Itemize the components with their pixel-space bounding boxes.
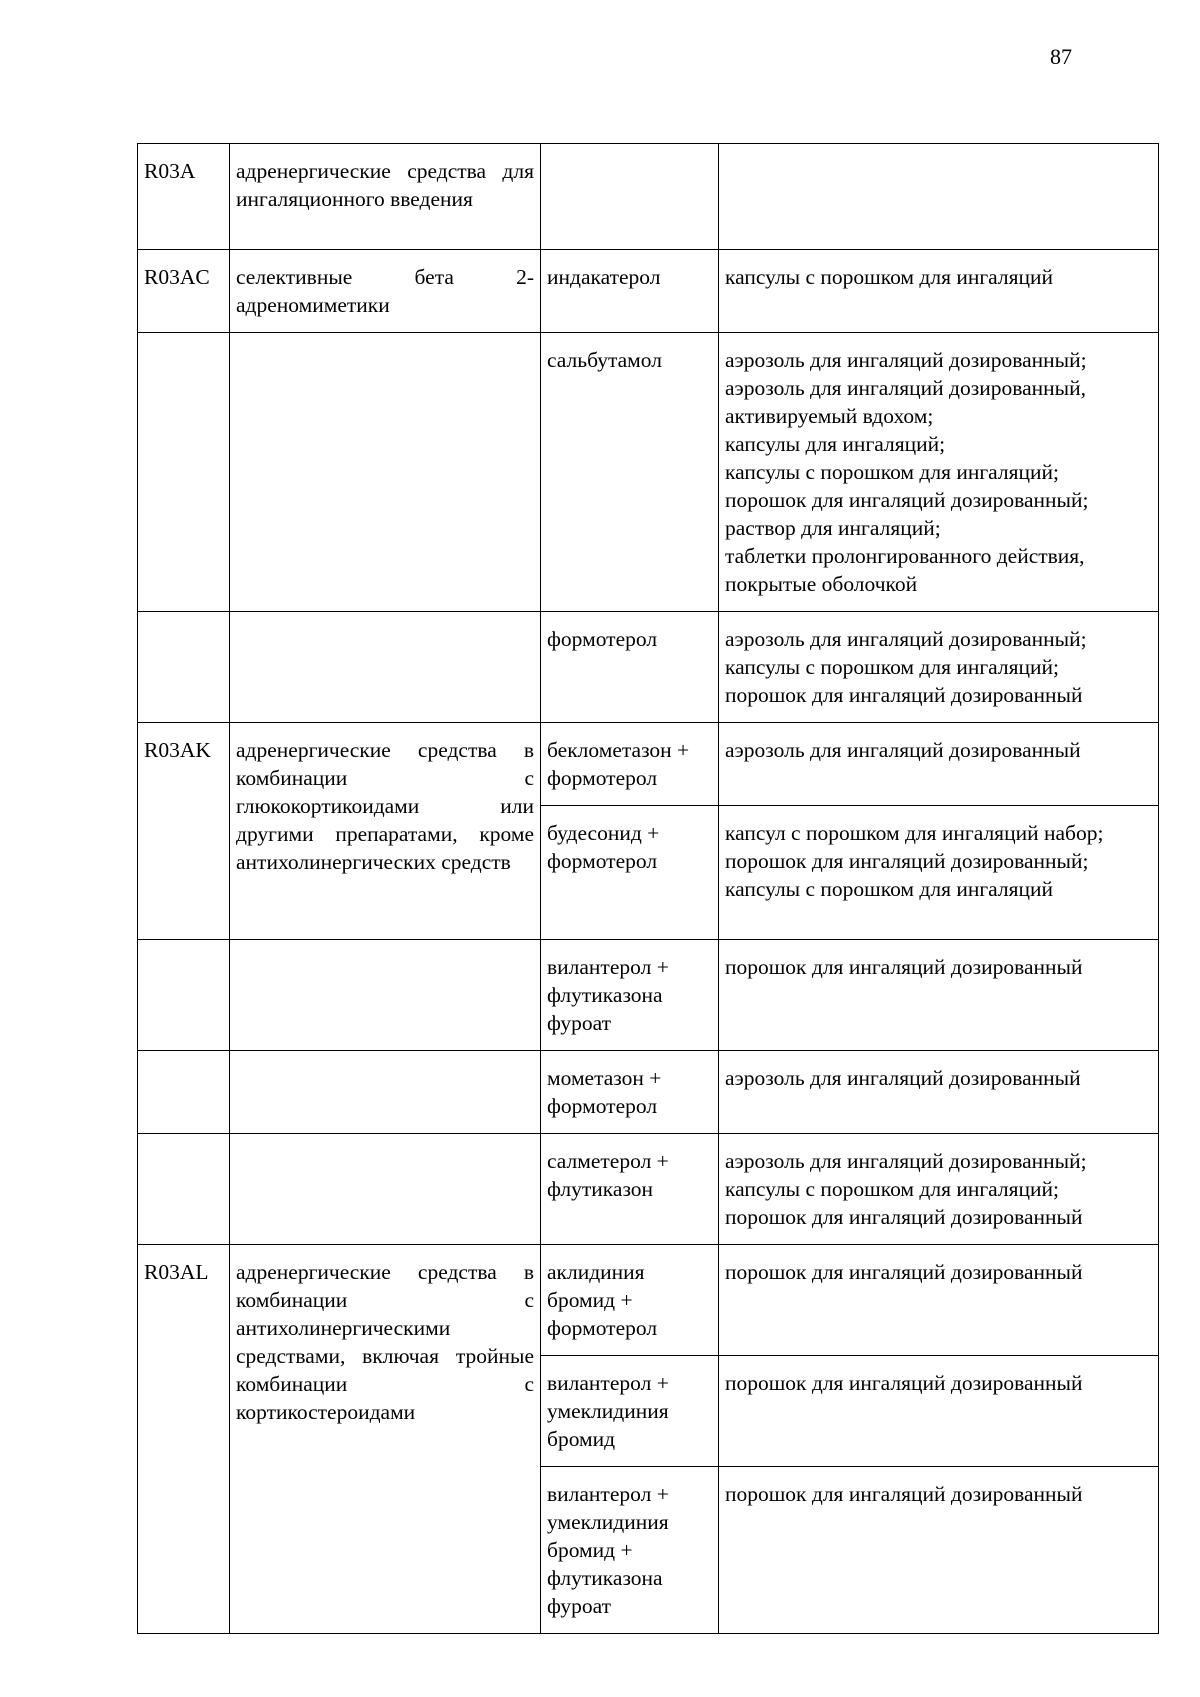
atc-code-cell: R03AK [138,723,230,940]
dosage-form-line: капсулы для ингаляций; [725,432,946,456]
group-name-cell: селективные бета 2-адреномиметики [230,250,541,333]
drug-name-cell [541,144,719,250]
dosage-form-cell [719,1051,1159,1134]
drug-name-cell: салметерол + флутиказон [541,1134,719,1245]
dosage-form-line: аэрозоль для ингаляций дозированный; [725,627,1087,651]
dosage-form-cell [719,940,1159,1051]
group-name-cell [230,1051,541,1134]
dosage-form-line: капсулы с порошком для ингаляций [725,265,1054,289]
table-row [138,250,1159,333]
dosage-form-line: порошок для ингаляций дозированный [725,1205,1083,1229]
dosage-form-cell [719,806,1159,940]
dosage-form-line: капсул с порошком для ингаляций набор; [725,821,1104,845]
dosage-form-cell [719,1134,1159,1245]
dosage-form-line: порошок для ингаляций дозированный [725,1260,1083,1284]
group-name-cell [230,940,541,1051]
dosage-form-cell [719,1245,1159,1356]
table-row [138,1051,1159,1134]
drug-name-cell: вилантерол + умеклидиния бромид + флутиказона фуроат [541,1467,719,1634]
dosage-form-line: капсулы с порошком для ингаляций; [725,655,1060,679]
dosage-form-cell [719,1356,1159,1467]
table-row [138,612,1159,723]
table-row [138,723,1159,806]
dosage-form-line: аэрозоль для ингаляций дозированный, активируемый вдохом; [725,376,1086,428]
group-name-cell: адренергические средства в комбинации с антихолинергическими средствами, включая тройные комбинации с кортикостероидами [230,1245,541,1634]
group-name-cell [230,612,541,723]
dosage-form-cell [719,333,1159,612]
dosage-form-line: капсулы с порошком для ингаляций; [725,460,1060,484]
atc-code-cell: R03AC [138,250,230,333]
group-name-cell [230,333,541,612]
page-number: 87 [1050,44,1072,69]
dosage-form-line: порошок для ингаляций дозированный [725,1482,1083,1506]
drug-name-cell: беклометазон + формотерол [541,723,719,806]
group-name-cell: адренергические средства для ингаляционного введения [230,144,541,250]
group-name-cell: адренергические средства в комбинации с глюкокортикоидами или другими препаратами, кроме антихолинергических средств [230,723,541,940]
dosage-form-line: аэрозоль для ингаляций дозированный; [725,1149,1087,1173]
dosage-form-cell [719,723,1159,806]
dosage-form-cell [719,144,1159,250]
drug-name-cell: вилантерол + флутиказона фуроат [541,940,719,1051]
table-row [138,1245,1159,1356]
atc-code-cell [138,1051,230,1134]
table-row [138,333,1159,612]
dosage-form-line: порошок для ингаляций дозированный; [725,488,1089,512]
atc-code-cell: R03A [138,144,230,250]
drug-name-cell: сальбутамол [541,333,719,612]
dosage-form-line: аэрозоль для ингаляций дозированный [725,738,1081,762]
table-row [138,144,1159,250]
dosage-form-line: капсулы с порошком для ингаляций [725,877,1054,901]
drug-name-cell: формотерол [541,612,719,723]
dosage-form-cell [719,1467,1159,1634]
dosage-form-line: порошок для ингаляций дозированный [725,955,1083,979]
dosage-form-line: порошок для ингаляций дозированный; [725,849,1089,873]
atc-code-cell: R03AL [138,1245,230,1634]
drug-name-cell: вилантерол + умеклидиния бромид [541,1356,719,1467]
atc-code-cell [138,333,230,612]
drug-name-cell: аклидиния бромид + формотерол [541,1245,719,1356]
group-name-cell [230,1134,541,1245]
drug-name-cell: будесонид + формотерол [541,806,719,940]
table-row [138,940,1159,1051]
medication-table [137,143,1159,1634]
dosage-form-line: раствор для ингаляций; [725,516,941,540]
atc-code-cell [138,940,230,1051]
dosage-form-line: аэрозоль для ингаляций дозированный [725,1066,1081,1090]
atc-code-cell [138,1134,230,1245]
dosage-form-cell [719,612,1159,723]
dosage-form-line: порошок для ингаляций дозированный [725,1371,1083,1395]
dosage-form-line: капсулы с порошком для ингаляций; [725,1177,1060,1201]
atc-code-cell [138,612,230,723]
drug-name-cell: индакатерол [541,250,719,333]
dosage-form-line: порошок для ингаляций дозированный [725,683,1083,707]
dosage-form-line: аэрозоль для ингаляций дозированный; [725,348,1087,372]
table-row [138,1134,1159,1245]
drug-name-cell: мометазон + формотерол [541,1051,719,1134]
dosage-form-line: таблетки пролонгированного действия, покрытые оболочкой [725,544,1085,596]
dosage-form-cell [719,250,1159,333]
